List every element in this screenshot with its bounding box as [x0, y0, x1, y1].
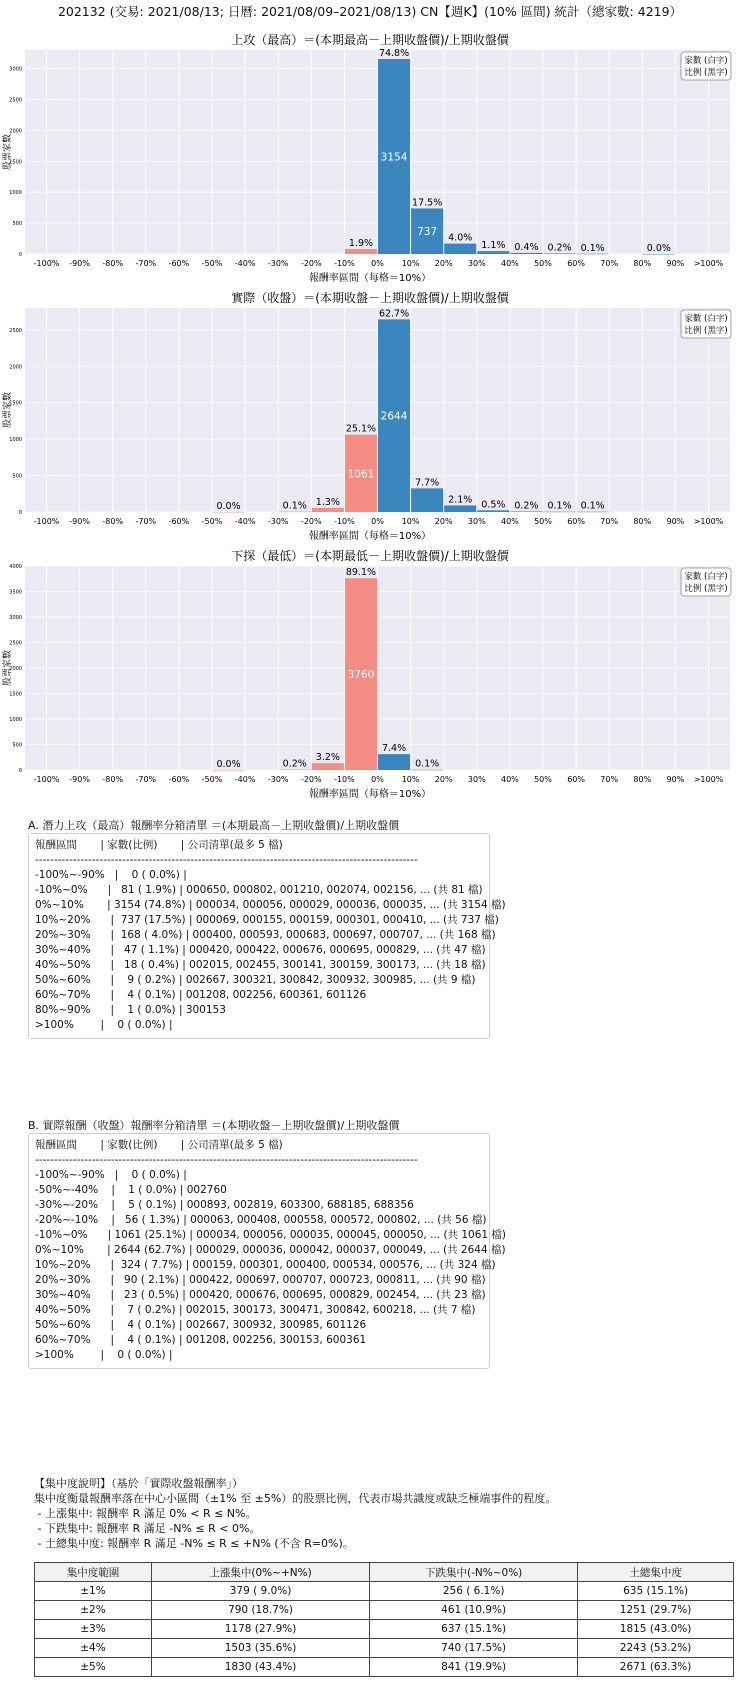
- x-tick-label: -90%: [69, 517, 90, 526]
- concentration-line: - 下跌集中: 報酬率 R 滿足 -N% ≤ R < 0%。: [34, 1522, 261, 1535]
- concentration-line: - 上漲集中: 報酬率 R 滿足 0% < R ≤ N%。: [34, 1507, 257, 1520]
- x-tick-label: 70%: [600, 259, 619, 268]
- x-tick-label: 0%: [371, 259, 384, 268]
- table-cell: 1178 (27.9%): [151, 1620, 369, 1639]
- table-cell: 1251 (29.7%): [578, 1601, 734, 1620]
- section_a-line: -----------------------------------------------------------------------------------------------------: [35, 854, 418, 866]
- chart-title: 實際（收盤）＝(本期收盤－上期收盤價)/上期收盤價: [231, 291, 509, 305]
- x-tick-label: -70%: [135, 775, 157, 784]
- x-tick-label: 70%: [600, 517, 619, 526]
- y-tick-label: 2500: [9, 327, 22, 334]
- section_a-line: 0%~10% | 3154 (74.8%) | 000034, 000056, 000029, 000036, 000035, ... (共 3154 檔): [35, 899, 506, 911]
- y-tick-label: 3000: [9, 615, 22, 621]
- section_b-line: -100%~-90% | 0 ( 0.0%) |: [35, 1169, 187, 1181]
- x-tick-label: 20%: [434, 517, 453, 526]
- x-tick-label: 0%: [371, 517, 384, 526]
- legend-line: 家數 (白字): [684, 572, 728, 582]
- chart-high: [0, 28, 740, 292]
- x-axis-label: 報酬率區間（每格＝10%）: [308, 531, 432, 542]
- y-axis-label: 股票家數: [3, 133, 13, 171]
- table-cell: 2243 (53.2%): [578, 1639, 734, 1658]
- bar-count-label: 737: [417, 226, 438, 239]
- x-tick-label: -80%: [102, 259, 124, 268]
- bar-percent-label: 1.3%: [315, 496, 340, 508]
- section_a-line: 60%~70% | 4 ( 0.1%) | 001208, 002256, 600361, 601126: [35, 989, 367, 1001]
- bar-count-label: 3760: [347, 669, 375, 682]
- bar: [444, 505, 476, 512]
- table-cell: 2671 (63.3%): [578, 1658, 734, 1677]
- bar-percent-label: 0.1%: [415, 758, 440, 770]
- bar-percent-label: 0.1%: [580, 242, 605, 254]
- concentration-line: 集中度衡量報酬率落在中心小區間（±1% 至 ±5%）的股票比例，代表市場共識度或缺乏極端事件的程度。: [34, 1492, 557, 1505]
- bar: [577, 512, 609, 513]
- bar: [411, 488, 443, 512]
- section_a-line: 50%~60% | 9 ( 0.2%) | 002667, 300321, 300842, 300932, 300985, ... (共 9 檔): [35, 974, 476, 986]
- legend-line: 比例 (黑字): [684, 326, 728, 336]
- table-cell: ±4%: [35, 1639, 152, 1658]
- section_b-line: -30%~-20% | 5 ( 0.1%) | 000893, 002819, 603300, 688185, 688356: [35, 1199, 414, 1211]
- bar-percent-label: 0.0%: [646, 242, 671, 254]
- x-tick-label: -50%: [201, 517, 223, 526]
- x-tick-label: >100%: [693, 259, 724, 268]
- y-tick-label: 1500: [9, 400, 22, 407]
- y-tick-label: 3500: [9, 589, 22, 596]
- x-tick-label: -90%: [69, 259, 90, 268]
- bar-percent-label: 74.8%: [378, 48, 410, 60]
- bar: [477, 251, 509, 254]
- section-b-list: [28, 1133, 507, 1369]
- x-tick-label: 80%: [633, 517, 652, 526]
- section_b-line: 30%~40% | 23 ( 0.5%) | 000420, 000676, 000695, 000829, 002454, ... (共 23 檔): [35, 1289, 486, 1301]
- y-tick-label: 0: [18, 768, 22, 774]
- bar-percent-label: 0.1%: [282, 500, 307, 512]
- legend-line: 比例 (黑字): [684, 68, 728, 78]
- section_b-line: -20%~-10% | 56 ( 1.3%) | 000063, 000408, 000558, 000572, 000802, ... (共 56 檔): [35, 1214, 487, 1226]
- x-tick-label: 50%: [534, 259, 552, 268]
- y-tick-label: 1500: [9, 159, 22, 166]
- x-tick-label: -80%: [102, 775, 124, 784]
- y-tick-label: 500: [12, 742, 22, 749]
- bar-percent-label: 1.9%: [348, 237, 374, 249]
- y-axis-label: 股票家數: [3, 649, 13, 687]
- bar-count-label: 1061: [347, 468, 375, 481]
- concentration-line: - 土總集中度: 報酬率 R 滿足 -N% ≤ R ≤ +N% (不含 R=0%)。: [34, 1537, 354, 1550]
- header-down: 下跌集中(-N%~0%): [370, 1563, 578, 1582]
- section_b-line: 0%~10% | 2644 (62.7%) | 000029, 000036, 000042, 000037, 000049, ... (共 2644 檔): [35, 1244, 506, 1256]
- x-tick-label: 30%: [467, 517, 486, 526]
- concentration-title: 【集中度說明】（基於「實際收盤報酬率」）: [34, 1477, 243, 1490]
- chart-title: 下探（最低）＝(本期最低－上期收盤價)/上期收盤價: [231, 549, 509, 563]
- table-cell: 841 (19.9%): [370, 1658, 578, 1677]
- bar: [312, 508, 344, 512]
- bar-count-label: 3154: [380, 151, 408, 164]
- bar: [543, 512, 575, 513]
- bar: [213, 770, 245, 771]
- x-tick-label: -20%: [300, 775, 322, 784]
- bar-percent-label: 89.1%: [345, 567, 377, 579]
- section_b-line: 報酬區間 | 家數(比例) | 公司清單(最多 5 檔): [35, 1139, 283, 1151]
- x-tick-label: 0%: [371, 775, 384, 784]
- x-tick-label: 80%: [633, 259, 652, 268]
- section_a-line: 30%~40% | 47 ( 1.1%) | 000420, 000422, 000676, 000695, 000829, ... (共 47 檔): [35, 944, 486, 956]
- y-tick-label: 4000: [9, 564, 22, 570]
- section_b-line: 10%~20% | 324 ( 7.7%) | 000159, 000301, 000400, 000534, 000576, ... (共 324 檔): [35, 1259, 496, 1271]
- y-tick-label: 2000: [9, 666, 22, 672]
- x-tick-label: -100%: [33, 259, 60, 268]
- y-tick-label: 1000: [9, 437, 22, 444]
- bar-percent-label: 0.2%: [514, 500, 539, 512]
- x-tick-label: 60%: [567, 259, 585, 268]
- x-tick-label: -10%: [334, 259, 355, 268]
- x-tick-label: 10%: [401, 259, 420, 268]
- x-tick-label: -60%: [168, 775, 190, 784]
- bar: [279, 770, 311, 771]
- table-cell: 1830 (43.4%): [151, 1658, 369, 1677]
- y-tick-label: 2500: [9, 97, 22, 104]
- section_a-line: 10%~20% | 737 (17.5%) | 000069, 000155, 000159, 000301, 000410, ... (共 737 檔): [35, 914, 499, 926]
- bar-percent-label: 0.0%: [216, 500, 241, 512]
- bar-percent-label: 0.2%: [547, 242, 572, 254]
- bar: [510, 511, 542, 512]
- x-tick-label: -30%: [267, 259, 289, 268]
- x-tick-label: -20%: [300, 517, 322, 526]
- x-tick-label: 50%: [534, 775, 552, 784]
- x-tick-label: -50%: [201, 259, 223, 268]
- x-tick-label: -70%: [135, 517, 157, 526]
- y-tick-label: 2000: [9, 364, 22, 371]
- y-tick-label: 2500: [9, 640, 22, 647]
- bar-percent-label: 0.2%: [282, 758, 307, 770]
- x-tick-label: 30%: [467, 775, 486, 784]
- bar-percent-label: 17.5%: [412, 197, 443, 209]
- section_b-line: >100% | 0 ( 0.0%) |: [35, 1349, 173, 1361]
- x-tick-label: -30%: [267, 517, 289, 526]
- page-title: 202132 (交易: 2021/08/13; 日曆: 2021/08/09–2021/08/13) CN【週K】(10% 區間) 統計（總家數: 4219）: [57, 4, 683, 19]
- bar: [378, 754, 410, 770]
- bar: [643, 254, 675, 255]
- bar-percent-label: 0.5%: [481, 499, 506, 511]
- section_a-line: -100%~-90% | 0 ( 0.0%) |: [35, 869, 187, 881]
- bar-percent-label: 0.0%: [216, 758, 241, 770]
- x-tick-label: -40%: [234, 259, 256, 268]
- x-tick-label: -10%: [334, 517, 355, 526]
- table-row: [35, 1582, 734, 1601]
- bar-percent-label: 25.1%: [345, 423, 377, 435]
- y-tick-label: 2000: [9, 128, 22, 135]
- bar: [577, 254, 609, 255]
- bar-percent-label: 7.4%: [381, 743, 407, 755]
- section-a-list: [28, 833, 506, 1039]
- section_a-line: 80%~90% | 1 ( 0.0%) | 300153: [35, 1004, 226, 1016]
- x-tick-label: 70%: [600, 775, 619, 784]
- table-cell: ±5%: [35, 1658, 152, 1677]
- x-tick-label: 90%: [666, 517, 685, 526]
- concentration-table: [34, 1562, 734, 1677]
- x-tick-label: -60%: [168, 259, 190, 268]
- x-tick-label: -100%: [33, 517, 60, 526]
- bar: [543, 253, 575, 254]
- section-b-title: B. 實際報酬（收盤）報酬率分箱清單 ＝(本期收盤－上期收盤價)/上期收盤價: [28, 1119, 400, 1132]
- x-tick-label: -40%: [234, 775, 256, 784]
- y-tick-label: 1500: [9, 691, 22, 698]
- table-row: [35, 1658, 734, 1677]
- section_a-line: -10%~0% | 81 ( 1.9%) | 000650, 000802, 001210, 002074, 002156, ... (共 81 檔): [35, 884, 483, 896]
- x-tick-label: 90%: [666, 259, 685, 268]
- chart-title: 上攻（最高）＝(本期最高－上期收盤價)/上期收盤價: [231, 33, 509, 47]
- x-tick-label: -20%: [300, 259, 322, 268]
- x-tick-label: -80%: [102, 517, 124, 526]
- x-tick-label: -40%: [234, 517, 256, 526]
- bar-percent-label: 0.1%: [547, 500, 572, 512]
- bar: [345, 249, 377, 254]
- x-tick-label: -50%: [201, 775, 223, 784]
- x-tick-label: 90%: [666, 775, 685, 784]
- bar-percent-label: 1.1%: [481, 240, 506, 252]
- bar: [411, 770, 443, 771]
- table-cell: ±2%: [35, 1601, 152, 1620]
- x-tick-label: -100%: [33, 775, 60, 784]
- table-row: [35, 1620, 734, 1639]
- table-cell: 1503 (35.6%): [151, 1639, 369, 1658]
- x-tick-label: -70%: [135, 259, 157, 268]
- chart-low: [0, 544, 740, 808]
- x-tick-label: 50%: [534, 517, 552, 526]
- table-cell: 256 ( 6.1%): [370, 1582, 578, 1601]
- table-cell: 1815 (43.0%): [578, 1620, 734, 1639]
- section-a-title: A. 潛力上攻（最高）報酬率分箱清單 ＝(本期最高－上期收盤價)/上期收盤價: [28, 819, 400, 832]
- bar: [477, 510, 509, 512]
- y-axis-label: 股票家數: [3, 391, 13, 429]
- table-cell: ±3%: [35, 1620, 152, 1639]
- section_b-line: 40%~50% | 7 ( 0.2%) | 002015, 300173, 300471, 300842, 600218, ... (共 7 檔): [35, 1304, 476, 1316]
- y-tick-label: 0: [18, 252, 22, 258]
- x-tick-label: -10%: [334, 775, 355, 784]
- x-tick-label: 80%: [633, 775, 652, 784]
- x-tick-label: 40%: [501, 517, 519, 526]
- header-total: 土總集中度: [578, 1563, 734, 1582]
- bar: [312, 763, 344, 770]
- y-tick-label: 500: [12, 221, 22, 228]
- x-tick-label: 40%: [501, 259, 519, 268]
- bar: [444, 244, 476, 254]
- bar-percent-label: 4.0%: [448, 232, 473, 244]
- legend-line: 比例 (黑字): [684, 584, 728, 594]
- x-tick-label: >100%: [693, 517, 724, 526]
- bar-percent-label: 0.1%: [580, 500, 605, 512]
- bar: [510, 253, 542, 254]
- section_a-line: 40%~50% | 18 ( 0.4%) | 002015, 002455, 300141, 300159, 300173, ... (共 18 檔): [35, 959, 486, 971]
- section_b-line: -10%~0% | 1061 (25.1%) | 000034, 000056, 000035, 000045, 000050, ... (共 1061 檔): [35, 1229, 507, 1241]
- x-tick-label: >100%: [693, 775, 724, 784]
- header-up: 上漲集中(0%~+N%): [151, 1563, 369, 1582]
- x-axis-label: 報酬率區間（每格＝10%）: [308, 789, 432, 800]
- y-tick-label: 0: [18, 510, 22, 516]
- x-tick-label: 10%: [401, 517, 420, 526]
- y-tick-label: 1000: [9, 190, 22, 197]
- section_b-line: 60%~70% | 4 ( 0.1%) | 001208, 002256, 300153, 600361: [35, 1334, 367, 1346]
- section_b-line: -50%~-40% | 1 ( 0.0%) | 002760: [35, 1184, 227, 1196]
- chart-close: [0, 286, 740, 550]
- y-tick-label: 3000: [9, 66, 22, 73]
- bar: [213, 512, 245, 513]
- x-axis-label: 報酬率區間（每格＝10%）: [308, 273, 432, 284]
- table-cell: 635 (15.1%): [578, 1582, 734, 1601]
- table-cell: 461 (10.9%): [370, 1601, 578, 1620]
- table-cell: 790 (18.7%): [151, 1601, 369, 1620]
- section_a-line: 報酬區間 | 家數(比例) | 公司清單(最多 5 檔): [35, 839, 283, 851]
- section_b-line: 20%~30% | 90 ( 2.1%) | 000422, 000697, 000707, 000723, 000811, ... (共 90 檔): [35, 1274, 486, 1286]
- x-tick-label: 30%: [467, 259, 486, 268]
- x-tick-label: 20%: [434, 259, 453, 268]
- header-range: 集中度範圍: [35, 1563, 152, 1582]
- legend-line: 家數 (白字): [684, 56, 728, 66]
- table-cell: 379 ( 9.0%): [151, 1582, 369, 1601]
- table-cell: 740 (17.5%): [370, 1639, 578, 1658]
- bar-percent-label: 7.7%: [415, 477, 440, 489]
- x-tick-label: 40%: [501, 775, 519, 784]
- x-tick-label: 60%: [567, 775, 585, 784]
- x-tick-label: 10%: [401, 775, 420, 784]
- x-tick-label: -90%: [69, 775, 90, 784]
- x-tick-label: 20%: [434, 775, 453, 784]
- x-tick-label: 60%: [567, 517, 585, 526]
- section_b-line: 50%~60% | 4 ( 0.1%) | 002667, 300932, 300985, 601126: [35, 1319, 367, 1331]
- bar-percent-label: 0.4%: [514, 241, 539, 253]
- table-cell: 637 (15.1%): [370, 1620, 578, 1639]
- section_b-line: -----------------------------------------------------------------------------------------------------: [35, 1154, 418, 1166]
- bar-percent-label: 3.2%: [315, 752, 340, 764]
- concentration-notes: [34, 1476, 556, 1551]
- legend-line: 家數 (白字): [684, 314, 728, 324]
- bar: [279, 512, 311, 513]
- y-tick-label: 500: [12, 473, 22, 480]
- x-tick-label: -30%: [267, 775, 289, 784]
- table-cell: ±1%: [35, 1582, 152, 1601]
- x-tick-label: -60%: [168, 517, 190, 526]
- table-row: [35, 1639, 734, 1658]
- bar-percent-label: 2.1%: [448, 494, 473, 506]
- section_a-line: 20%~30% | 168 ( 4.0%) | 000400, 000593, 000683, 000697, 000707, ... (共 168 檔): [35, 929, 496, 941]
- table-row: [35, 1601, 734, 1620]
- y-tick-label: 1000: [9, 717, 22, 723]
- section_a-line: >100% | 0 ( 0.0%) |: [35, 1019, 173, 1031]
- bar-percent-label: 62.7%: [378, 308, 410, 320]
- table-header-row: [35, 1563, 734, 1582]
- bar-count-label: 2644: [380, 410, 408, 423]
